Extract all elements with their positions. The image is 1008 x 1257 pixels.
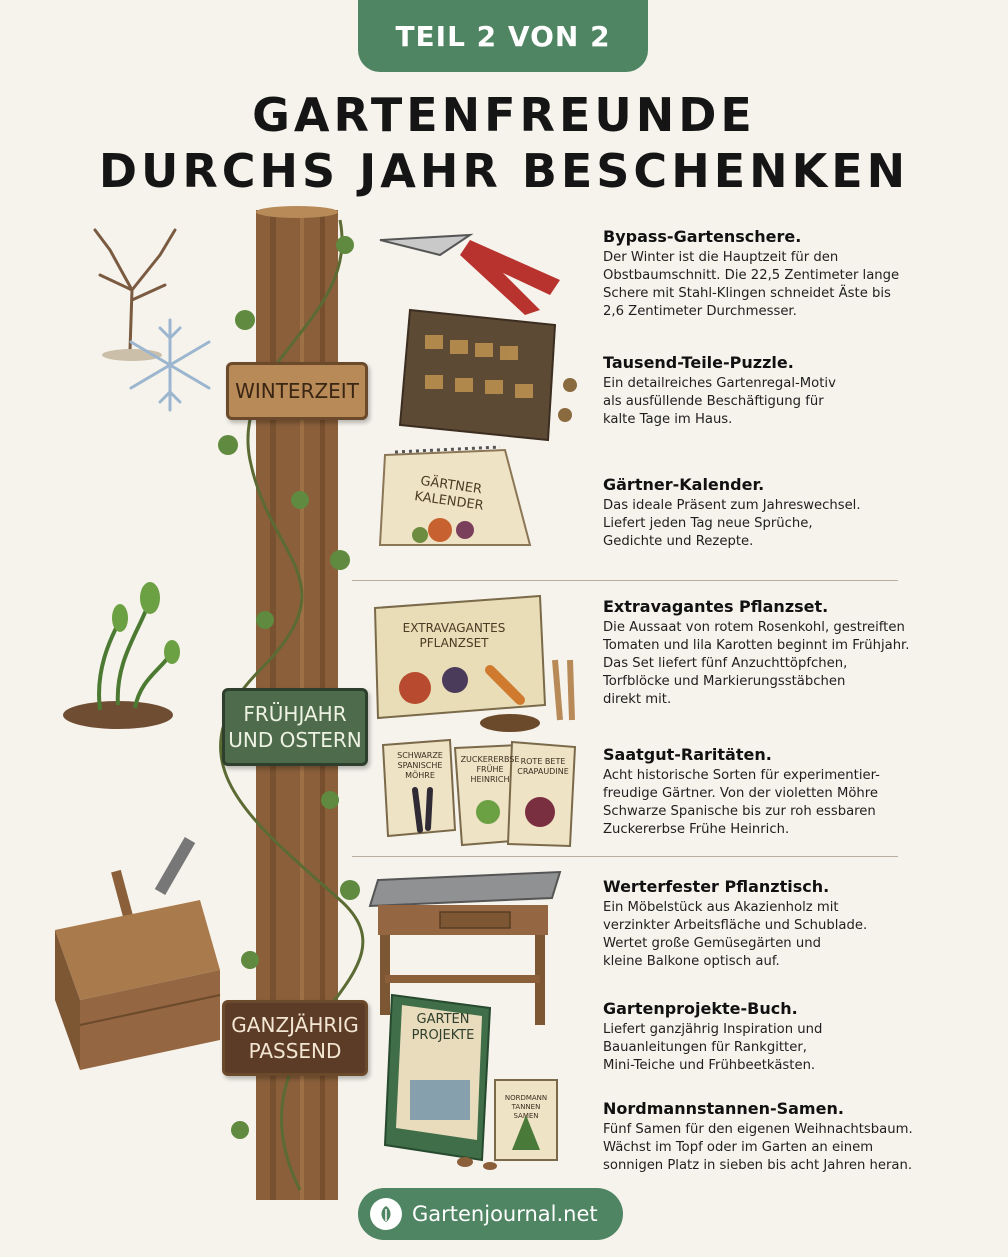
gift-item (603, 226, 923, 321)
seedling-icon (63, 582, 180, 729)
gift-item (603, 474, 923, 551)
page-title-line1: GARTENFREUNDE (252, 88, 756, 142)
section-divider (352, 856, 898, 857)
gift-title: Gartenprojekte-Buch. (603, 999, 798, 1018)
gift-item (603, 876, 923, 971)
gift-description: Ein Möbelstück aus Akazienholz mit verzinkter Arbeitsfläche und Schublade. Wertet große Gemüsegärten und kleine Balkone optisch auf. (603, 900, 868, 969)
gift-title: Werterfester Pflanztisch. (603, 877, 830, 896)
plant-set-label: EXTRAVAGANTES PFLANZSET (402, 621, 506, 650)
seed-packet-1-label: SCHWARZE SPANISCHE MÖHRE (397, 751, 443, 780)
calendar-label: GÄRTNER KALENDER (413, 473, 485, 514)
puzzle-box-icon (400, 310, 577, 440)
gift-description: Die Aussaat von rotem Rosenkohl, gestreiften Tomaten und lila Karotten beginnt im Frühjahr. Das Set liefert fünf Anzuchttöpfchen, Torfblöcke und Markierungsstäbchen direkt mit. (603, 620, 910, 707)
seed-packet-3-label: ROTE BETE CRAPAUDINE (517, 757, 569, 776)
gift-title: Bypass-Gartenschere. (603, 227, 802, 246)
gift-title: Gärtner-Kalender. (603, 475, 765, 494)
gift-title: Saatgut-Raritäten. (603, 745, 772, 764)
book-label: GARTEN PROJEKTE (411, 1012, 475, 1043)
page-title-line2: DURCHS JAHR BESCHENKEN (98, 144, 910, 198)
logo-text: Gartenjournal.net (412, 1202, 598, 1226)
gift-item (603, 1098, 933, 1175)
part-tab: TEIL 2 VON 2 (358, 0, 648, 72)
gift-item (603, 744, 923, 839)
snowflake-icon (131, 320, 209, 410)
gift-description: Ein detailreiches Gartenregal-Motiv als ausfüllende Beschäftigung für kalte Tage im Haus. (603, 376, 836, 427)
gift-description: Liefert ganzjährig Inspiration und Bauanleitungen für Rankgitter, Mini-Teiche und Frühbeetkästen. (603, 1022, 823, 1073)
seed-packet-2-label: ZUCKERERBSE FRÜHE HEINRICH (460, 755, 520, 784)
gift-description: Acht historische Sorten für experimentier- freudige Gärtner. Von der violetten Möhre Schwarze Spanische bis zur roh essbaren Zuckererbse Frühe Heinrich. (603, 768, 880, 837)
gift-item (603, 998, 923, 1075)
tool-crate-icon (55, 837, 220, 1070)
pruning-shears-icon (380, 235, 560, 315)
leaf-logo-icon (370, 1198, 402, 1230)
gift-description: Fünf Samen für den eigenen Weihnachtsbaum. Wächst im Topf oder im Garten an einem sonnigen Platz in sieben bis acht Jahren heran. (603, 1122, 913, 1173)
seed-box-label: NORDMANN TANNEN SAMEN (504, 1093, 548, 1120)
gift-description: Das ideale Präsent zum Jahreswechsel. Liefert jeden Tag neue Sprüche, Gedichte und Rezepte. (603, 498, 861, 549)
gift-item (603, 352, 923, 429)
gift-item (603, 596, 933, 709)
bare-tree-icon (95, 230, 175, 361)
sign-spring: FRÜHJAHR UND OSTERN (222, 688, 368, 766)
gift-description: Der Winter ist die Hauptzeit für den Obstbaumschnitt. Die 22,5 Zentimeter lange Schere mit Stahl-Klingen schneidet Äste bis 2,6 Zentimeter Durchmesser. (603, 250, 900, 319)
sign-year-round: GANZJÄHRIG PASSEND (222, 1000, 368, 1076)
sign-winter: WINTERZEIT (226, 362, 368, 420)
gift-title: Nordmannstannen-Samen. (603, 1099, 844, 1118)
site-logo[interactable] (358, 1188, 623, 1240)
gift-title: Extravagantes Pflanzset. (603, 597, 829, 616)
gift-title: Tausend-Teile-Puzzle. (603, 353, 794, 372)
section-divider (352, 580, 898, 581)
